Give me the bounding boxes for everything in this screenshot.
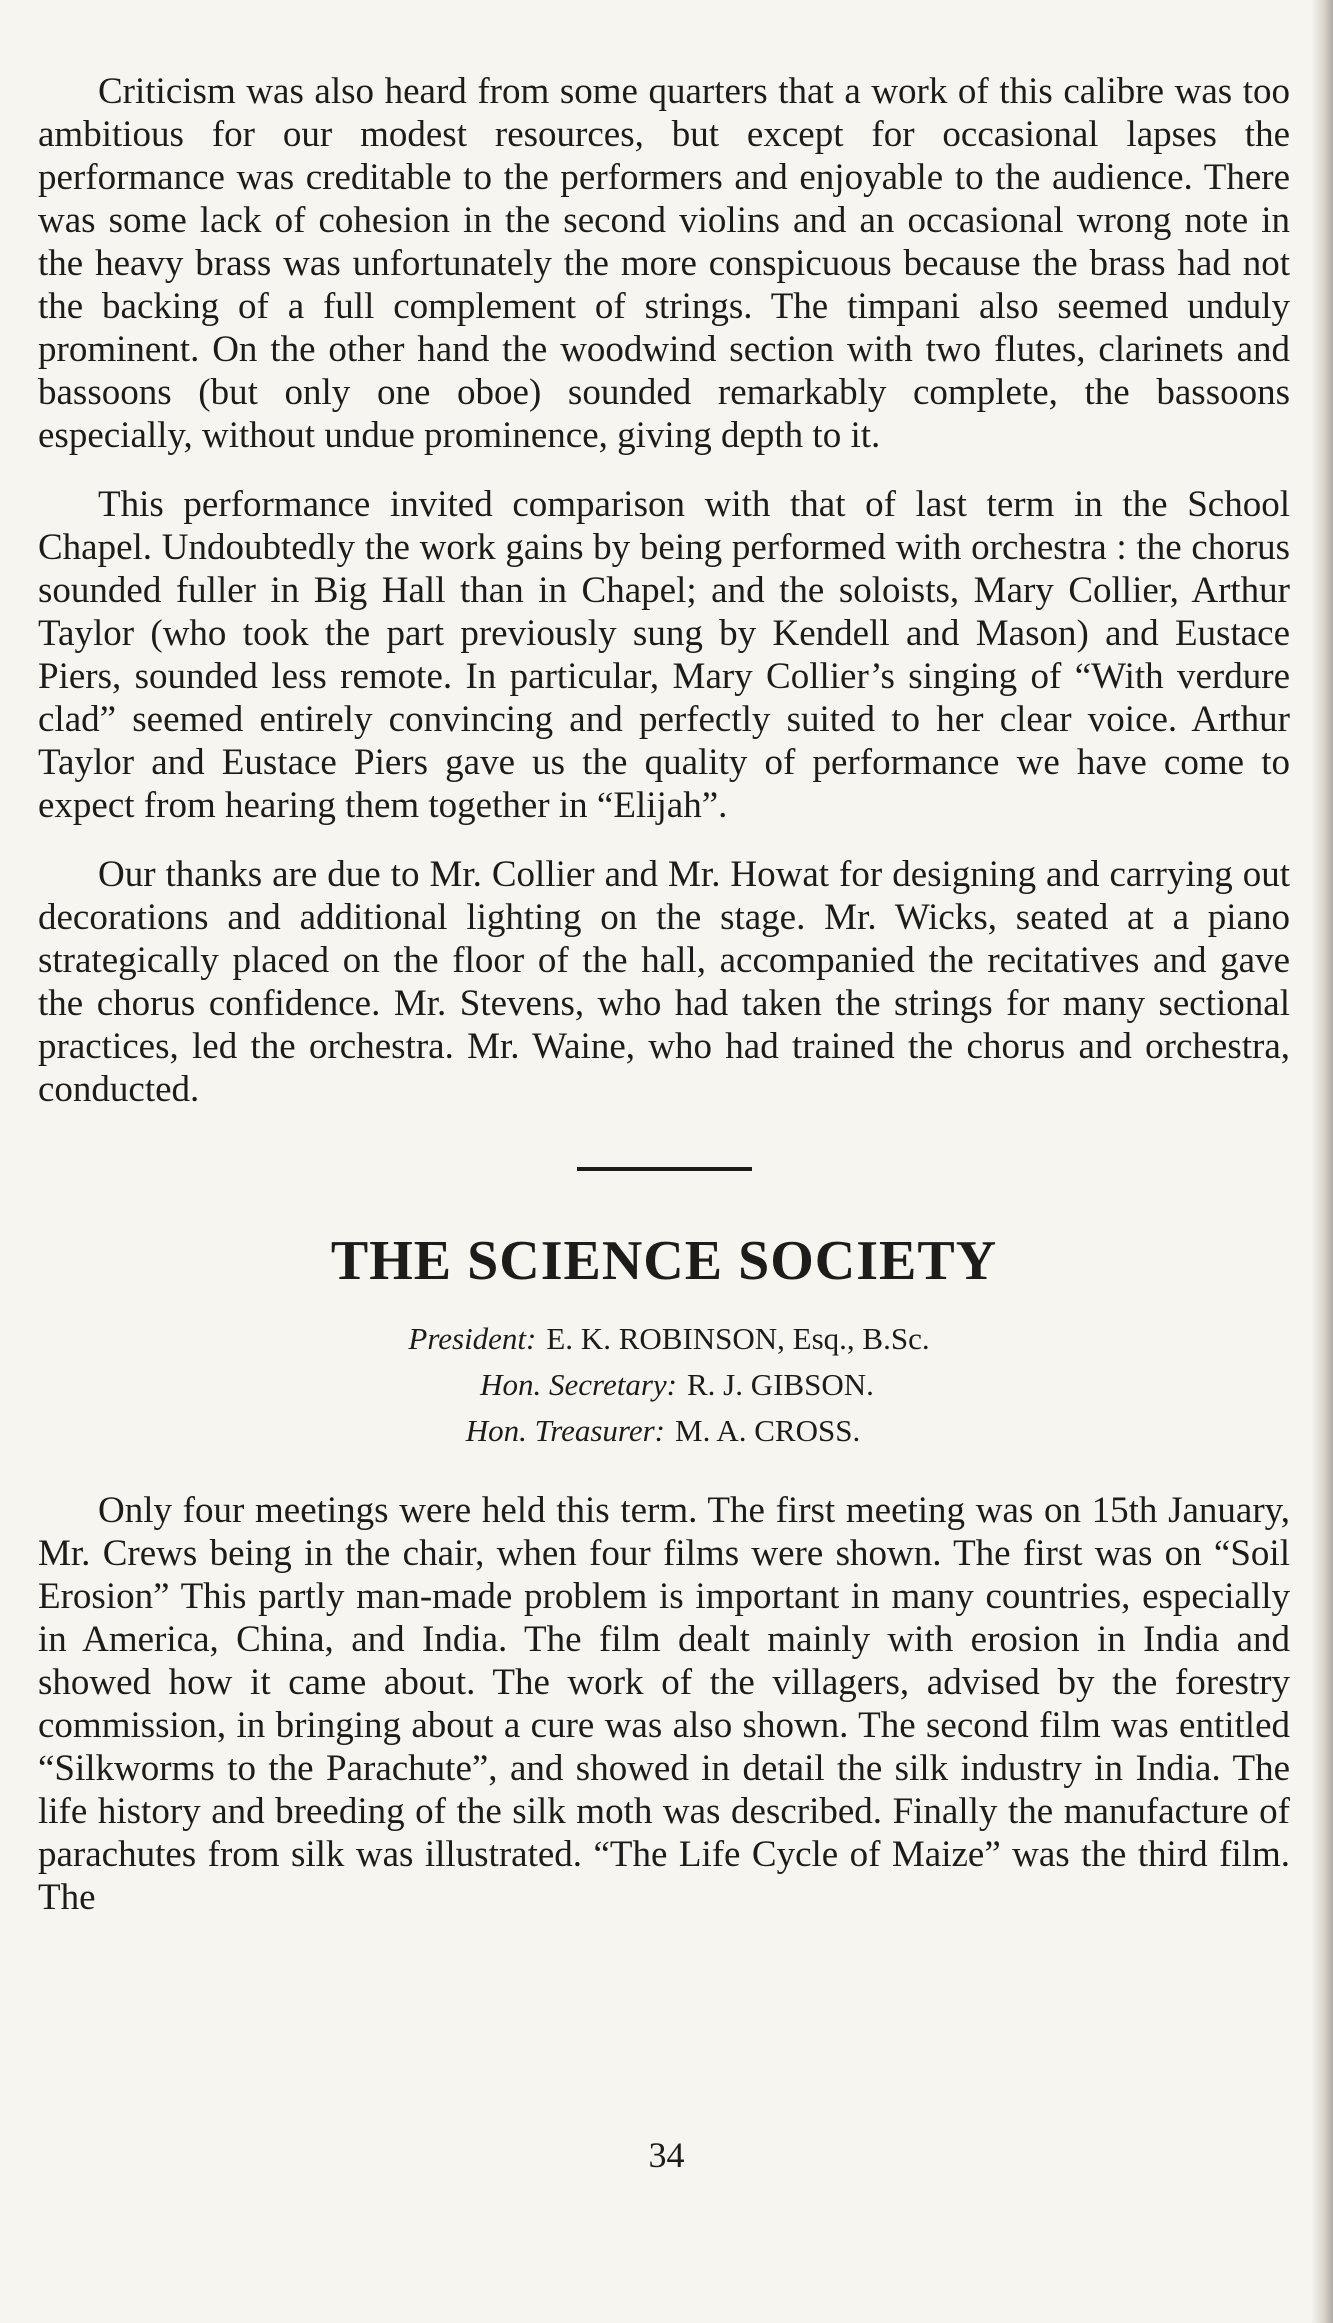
paragraph-thanks: Our thanks are due to Mr. Collier and Mr. Howat for designing and carrying out decorations and additional lighting on the stage. Mr. Wicks, seated at a piano strategically placed on the floor of the hall, accompanied the recitatives and gave the chorus confidence. Mr. Stevens, who had taken the strings for many sectional practices, led the orchestra. Mr. Waine, who had trained the chorus and orchestra, conducted. [38,854,1290,1110]
officer-secretary [64,1367,1290,1403]
officer-role: Hon. Treasurer: [465,1413,665,1448]
paragraph-criticism: Criticism was also heard from some quarters that a work of this calibre was too ambitious for our modest resources, but except for occasional lapses the performance was creditable to the performers and enjoyable to the audience. There was some lack of cohesion in the second violins and an occasional wrong note in the heavy brass was unfortunately the more conspicuous because the brass had not the backing of a full complement of strings. The timpani also seemed unduly prominent. On the other hand the woodwind section with two flutes, clarinets and bassoons (but only one oboe) sounded remarkably complete, the bassoons especially, without undue prominence, giving depth to it. [38,71,1290,456]
officer-name: R. J. GIBSON. [686,1367,874,1402]
officer-role: Hon. Secretary: [480,1367,677,1402]
paragraph-comparison: This performance invited comparison with that of last term in the School Chapel. Undoubtedly the work gains by being performed with orchestra : the chorus sounded fuller in Big Hall than in Chapel; and the soloists, Mary Collier, Arthur Taylor (who took the part previously sung by Kendell and Mason) and Eustace Piers, sounded less remote. In particular, Mary Collier’s singing of “With verdure clad” seemed entirely convincing and perfectly suited to her clear voice. Arthur Taylor and Eustace Piers gave us the quality of performance we have come to expect from hearing them together in “Elijah”. [38,484,1290,826]
officer-name: E. K. ROBINSON, Esq., B.Sc. [546,1321,930,1356]
section-title: THE SCIENCE SOCIETY [330,1230,998,1292]
paragraph-meetings: Only four meetings were held this term. The first meeting was on 15th January, Mr. Crews being in the chair, when four films were shown. The first was on “Soil Erosion” This partly man-made problem is important in many countries, especially in America, China, and India. The film dealt mainly with erosion in India and showed how it came about. The work of the villagers, advised by the forestry commission, in bringing about a cure was also shown. The second film was entitled “Silkworms to the Parachute”, and showed in detail the silk industry in India. The life history and breeding of the silk moth was described. Finally the manufacture of parachutes from silk was illustrated. “The Life Cycle of Maize” was the third film. The [38,1490,1290,1918]
officer-role: President: [408,1321,537,1356]
section-divider [577,1167,752,1171]
officer-treasurer [36,1413,1290,1449]
page-number: 34 [648,2135,685,2175]
officer-name: M. A. CROSS. [675,1413,861,1448]
page-edge-shadow [1311,0,1333,2323]
page-body [38,70,1290,1945]
officer-president [48,1321,1290,1357]
